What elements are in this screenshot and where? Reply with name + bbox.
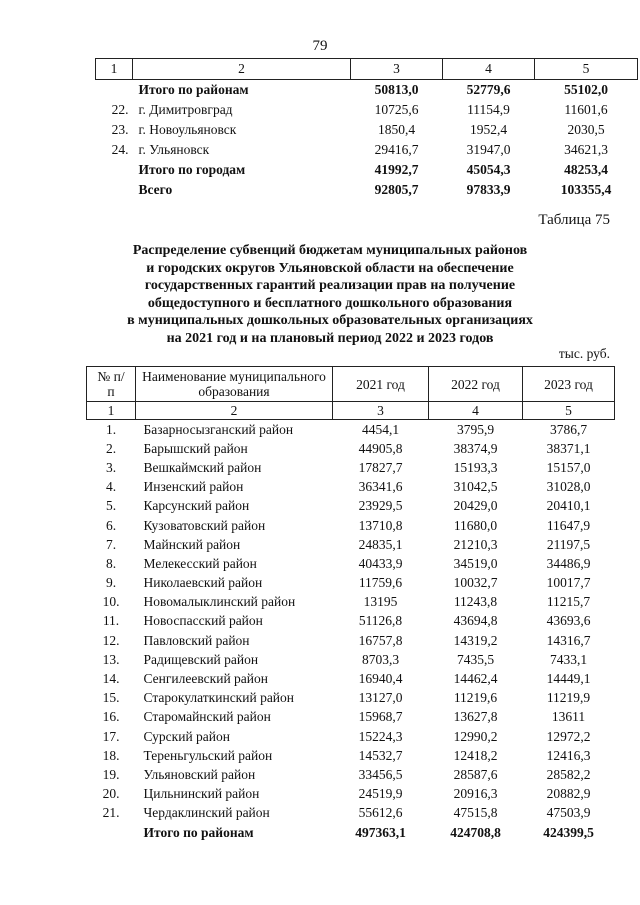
value-2021: 4454,1: [361, 421, 400, 437]
row-number: [96, 180, 133, 200]
column-number: 4: [429, 402, 523, 420]
header-name: Наименование муниципального образования: [136, 367, 333, 402]
table-row: [87, 554, 615, 573]
value-2023: 7433,1: [549, 651, 588, 667]
header-2023: 2023 год: [523, 367, 615, 402]
value-2022: 14319,2: [453, 632, 498, 648]
table-row: [96, 80, 638, 101]
row-name: Итого по городам: [138, 162, 246, 177]
table-row: [96, 180, 638, 200]
value-2023: 10017,7: [546, 575, 591, 591]
value-2022: 31042,5: [453, 479, 498, 495]
table-row: [87, 650, 615, 669]
value-2021: 8703,3: [361, 651, 400, 667]
total-number: [87, 823, 136, 842]
value-2022: 11680,0: [453, 517, 498, 533]
row-name: Павловский район: [143, 632, 250, 648]
value-2022: 13627,8: [453, 709, 498, 725]
table-row: [87, 535, 615, 554]
row-name: Инзенский район: [143, 479, 244, 495]
table-row: [96, 100, 638, 120]
value-2023: 34486,9: [546, 555, 591, 571]
row-name: Цильнинский район: [143, 786, 260, 802]
row-number: 16.: [102, 709, 120, 725]
row-number: 6.: [105, 517, 117, 533]
value-2023: 38371,1: [546, 440, 591, 456]
value-2022: 10032,7: [453, 575, 498, 591]
total-name: Итого по районам: [143, 824, 254, 840]
table-row: [87, 669, 615, 688]
table-row: [96, 140, 638, 160]
row-name: Тереньгульский район: [143, 747, 273, 763]
value-2022: 34519,0: [453, 555, 498, 571]
table-row: [87, 765, 615, 784]
row-name: Мелекесский район: [143, 555, 257, 571]
heading-line: государственных гарантий реализации прав на получение: [144, 278, 516, 293]
value-2021: 92805,7: [374, 182, 419, 197]
row-number: 17.: [102, 728, 120, 744]
value-2023: 11601,6: [564, 102, 608, 117]
row-number: 21.: [102, 805, 120, 821]
row-number: 12.: [102, 632, 120, 648]
column-number: 2: [136, 402, 333, 420]
table-row: [87, 785, 615, 804]
value-2021: 55612,6: [358, 805, 403, 821]
column-number: 5: [535, 59, 638, 80]
value-2023: 31028,0: [546, 479, 591, 495]
row-number: 22.: [111, 102, 129, 117]
value-2023: 15157,0: [546, 459, 591, 475]
row-number: 19.: [102, 766, 120, 782]
heading-line: в муниципальных дошкольных образовательных организациях: [127, 313, 533, 328]
value-2022: 47515,8: [453, 805, 498, 821]
table-row: [87, 593, 615, 612]
table-heading: [100, 242, 560, 347]
table-row: [87, 574, 615, 593]
value-2022: 97833,9: [466, 182, 511, 197]
table-row: [87, 727, 615, 746]
table-row: [87, 420, 615, 440]
row-name: Вешкаймский район: [143, 459, 262, 475]
page-number: 79: [312, 38, 328, 54]
row-number: 9.: [105, 575, 117, 591]
row-name: Новомалыклинский район: [143, 594, 296, 610]
row-name: Итого по районам: [138, 82, 249, 97]
table-row: [87, 458, 615, 477]
value-2023: 43693,6: [546, 613, 591, 629]
row-number: [96, 80, 133, 101]
value-2022: 20916,3: [453, 786, 498, 802]
value-2022: 14462,4: [453, 671, 498, 687]
value-2021: 1850,4: [377, 122, 416, 137]
total-2023: 424399,5: [543, 824, 594, 840]
row-number: 10.: [102, 594, 120, 610]
table-row: [96, 120, 638, 140]
value-2023: 55102,0: [564, 82, 608, 97]
row-name: Сурский район: [143, 728, 230, 744]
row-name: Майнский район: [143, 536, 241, 552]
row-number: 15.: [102, 690, 120, 706]
table-row: [87, 439, 615, 458]
value-2022: 38374,9: [453, 440, 498, 456]
row-name: Барышский район: [143, 440, 248, 456]
column-number: 2: [133, 59, 351, 80]
value-2023: 2030,5: [567, 122, 605, 137]
value-2023: 47503,9: [546, 805, 591, 821]
value-2023: 14449,1: [546, 671, 591, 687]
column-number-row: [87, 402, 615, 420]
row-name: г. Новоульяновск: [138, 122, 237, 137]
value-2021: 13710,8: [358, 517, 403, 533]
heading-line: на 2021 год и на плановый период 2022 и 2023 годов: [166, 330, 494, 346]
row-number: [96, 160, 133, 180]
column-number: 3: [333, 402, 429, 420]
value-2021: 15968,7: [358, 709, 403, 725]
value-2023: 20882,9: [546, 786, 591, 802]
column-number: 4: [443, 59, 535, 80]
row-name: Николаевский район: [143, 575, 263, 591]
table-row: [87, 804, 615, 823]
column-number: 1: [96, 59, 133, 80]
table-row: [87, 516, 615, 535]
value-2022: 12418,2: [453, 747, 498, 763]
header-2022: 2022 год: [429, 367, 523, 402]
row-name: Всего: [138, 182, 173, 197]
value-2022: 3795,9: [456, 421, 495, 437]
value-2022: 15193,3: [453, 459, 498, 475]
row-number: 13.: [102, 651, 120, 667]
header-2021: 2021 год: [333, 367, 429, 402]
column-number-row: [96, 59, 638, 80]
heading-line: общедоступного и бесплатного дошкольного образования: [147, 295, 513, 311]
value-2021: 50813,0: [374, 82, 419, 97]
row-name: Ульяновский район: [143, 766, 256, 782]
row-number: 14.: [102, 671, 120, 687]
value-2021: 44905,8: [358, 440, 403, 456]
table-row: [87, 708, 615, 727]
value-2021: 24519,9: [358, 786, 403, 802]
heading-line: Распределение субвенций бюджетам муниципальных районов: [132, 243, 528, 258]
continued-table: [95, 58, 638, 200]
value-2021: 11759,6: [358, 575, 403, 591]
column-number: 5: [523, 402, 615, 420]
value-2023: 12972,2: [546, 728, 591, 744]
value-2023: 11647,9: [546, 517, 591, 533]
value-2021: 36341,6: [358, 479, 403, 495]
row-number: 18.: [102, 747, 120, 763]
value-2022: 11243,8: [453, 594, 498, 610]
value-2022: 28587,6: [453, 766, 498, 782]
row-name: Чердаклинский район: [143, 805, 270, 821]
value-2023: 11219,9: [546, 690, 591, 706]
row-number: 5.: [105, 498, 117, 514]
header-num: № п/п: [87, 367, 136, 402]
row-name: Кузоватовский район: [143, 517, 266, 533]
value-2023: 14316,7: [546, 632, 591, 648]
total-row: [87, 823, 615, 842]
row-number: 7.: [105, 536, 117, 552]
column-number: 3: [351, 59, 443, 80]
table-row: [87, 497, 615, 516]
row-name: Старокулаткинский район: [143, 690, 295, 706]
total-2022: 424708,8: [450, 824, 501, 840]
value-2021: 16940,4: [358, 671, 403, 687]
table-row: [87, 631, 615, 650]
value-2021: 51126,8: [358, 613, 403, 629]
value-2021: 41992,7: [374, 162, 419, 177]
value-2021: 33456,5: [358, 766, 403, 782]
row-number: 4.: [105, 479, 117, 495]
value-2022: 1952,4: [469, 122, 508, 137]
value-2021: 15224,3: [358, 728, 403, 744]
row-number: 2.: [105, 440, 117, 456]
value-2022: 20429,0: [453, 498, 498, 514]
value-2023: 48253,4: [564, 162, 608, 177]
value-2021: 14532,7: [358, 747, 403, 763]
value-2021: 23929,5: [358, 498, 403, 514]
row-number: 23.: [111, 122, 129, 137]
total-2021: 497363,1: [355, 824, 406, 840]
value-2022: 11219,6: [453, 690, 498, 706]
row-name: Базарносызганский район: [143, 421, 294, 437]
value-2022: 11154,9: [467, 102, 510, 117]
value-2022: 7435,5: [456, 651, 495, 667]
value-2023: 21197,5: [546, 536, 591, 552]
row-number: 1.: [105, 421, 117, 437]
value-2022: 21210,3: [453, 536, 498, 552]
row-name: Новоспасский район: [143, 613, 263, 629]
value-2021: 40433,9: [358, 555, 403, 571]
row-number: 8.: [105, 555, 117, 571]
table-row: [96, 160, 638, 180]
row-name: Старомайнский район: [143, 709, 271, 725]
value-2021: 13195: [363, 594, 398, 610]
row-number: 24.: [111, 142, 129, 157]
table-row: [87, 689, 615, 708]
row-number: 3.: [105, 459, 117, 475]
table-label: Таблица 75: [538, 212, 610, 228]
heading-line: и городских округов Ульяновской области на обеспечение: [146, 260, 514, 276]
subvention-table: [86, 366, 615, 842]
value-2021: 17827,7: [358, 459, 403, 475]
table-row: [87, 478, 615, 497]
value-2022: 43694,8: [453, 613, 498, 629]
row-name: г. Ульяновск: [138, 142, 210, 157]
value-2021: 29416,7: [374, 142, 419, 157]
value-2021: 13127,0: [358, 690, 403, 706]
row-name: Сенгилеевский район: [143, 671, 268, 687]
row-number: 11.: [102, 613, 120, 629]
row-number: 20.: [102, 786, 120, 802]
row-name: Карсунский район: [143, 498, 250, 514]
row-name: Радищевский район: [143, 651, 259, 667]
value-2023: 3786,7: [549, 421, 588, 437]
units-label: тыс. руб.: [558, 346, 610, 361]
value-2023: 13611: [551, 709, 586, 725]
value-2023: 11215,7: [546, 594, 591, 610]
value-2023: 34621,3: [564, 142, 608, 157]
header-row: [87, 367, 615, 402]
value-2021: 10725,6: [374, 102, 419, 117]
value-2022: 12990,2: [453, 728, 498, 744]
value-2021: 16757,8: [358, 632, 403, 648]
table-row: [87, 746, 615, 765]
value-2023: 103355,4: [560, 182, 612, 197]
value-2023: 28582,2: [546, 766, 591, 782]
value-2022: 45054,3: [466, 162, 511, 177]
value-2022: 52779,6: [466, 82, 511, 97]
value-2023: 20410,1: [546, 498, 591, 514]
column-number: 1: [87, 402, 136, 420]
value-2021: 24835,1: [358, 536, 403, 552]
value-2023: 12416,3: [546, 747, 591, 763]
row-name: г. Димитровград: [138, 102, 233, 117]
table-row: [87, 612, 615, 631]
value-2022: 31947,0: [466, 142, 511, 157]
